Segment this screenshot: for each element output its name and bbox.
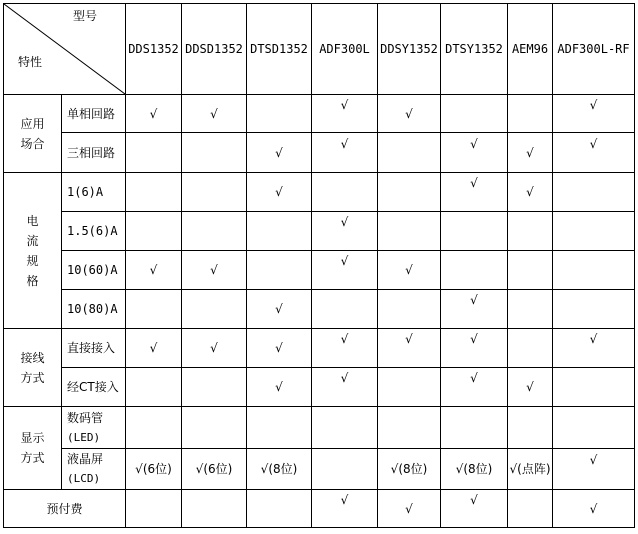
group-label-application: 应用 场合 <box>4 95 62 173</box>
row-single-phase <box>4 95 635 133</box>
row-label-direct: 直接接入 <box>62 329 126 368</box>
cell: √(8位) <box>378 449 441 490</box>
cell <box>553 212 635 251</box>
cell <box>247 251 312 290</box>
cell <box>378 290 441 329</box>
cell: √ <box>312 95 378 133</box>
row-label-ct: 经CT接入 <box>62 368 126 407</box>
cell <box>312 290 378 329</box>
cell <box>312 407 378 449</box>
cell <box>126 407 182 449</box>
row-led <box>4 407 635 449</box>
cell: √(8位) <box>441 449 508 490</box>
cell: √ <box>247 290 312 329</box>
cell: √ <box>441 329 508 368</box>
diagonal-line <box>4 4 125 94</box>
cell: √(点阵) <box>508 449 553 490</box>
cell <box>378 407 441 449</box>
model-header-dds1352: DDS1352 <box>126 4 182 95</box>
model-header-label: 型号 <box>72 9 97 23</box>
cell <box>553 407 635 449</box>
cell <box>553 173 635 212</box>
cell: √ <box>312 251 378 290</box>
cell: √ <box>312 329 378 368</box>
cell: √(6位) <box>126 449 182 490</box>
row-ct <box>4 368 635 407</box>
cell <box>126 290 182 329</box>
cell: √ <box>553 449 635 490</box>
cell <box>312 173 378 212</box>
model-header-aem96: AEM96 <box>508 4 553 95</box>
row-label-three-phase: 三相回路 <box>62 133 126 173</box>
cell: √ <box>312 368 378 407</box>
model-header-adf300l-rf: ADF300L-RF <box>553 4 635 95</box>
cell <box>247 407 312 449</box>
cell <box>508 95 553 133</box>
cell: √ <box>441 173 508 212</box>
cell <box>247 490 312 528</box>
cell: √ <box>247 173 312 212</box>
corner-header-cell <box>4 4 126 95</box>
cell <box>182 407 247 449</box>
row-direct <box>4 329 635 368</box>
group-label-wiring: 接线 方式 <box>4 329 62 407</box>
model-header-ddsd1352: DDSD1352 <box>182 4 247 95</box>
cell: √ <box>378 329 441 368</box>
row-label-led: 数码管 (LED) <box>62 407 126 449</box>
cell: √(8位) <box>247 449 312 490</box>
cell: √ <box>441 133 508 173</box>
cell <box>126 133 182 173</box>
cell <box>441 212 508 251</box>
cell: √ <box>553 329 635 368</box>
model-header-adf300l: ADF300L <box>312 4 378 95</box>
cell <box>508 490 553 528</box>
model-header-ddsy1352: DDSY1352 <box>378 4 441 95</box>
cell <box>182 490 247 528</box>
cell <box>553 251 635 290</box>
cell: √ <box>508 133 553 173</box>
header-row <box>4 4 635 95</box>
cell <box>508 212 553 251</box>
cell <box>182 133 247 173</box>
cell: √ <box>182 329 247 368</box>
cell: √(6位) <box>182 449 247 490</box>
cell <box>553 368 635 407</box>
cell <box>126 173 182 212</box>
cell: √ <box>441 290 508 329</box>
cell <box>182 290 247 329</box>
cell <box>182 173 247 212</box>
cell: √ <box>378 490 441 528</box>
group-label-display: 显示 方式 <box>4 407 62 490</box>
cell <box>247 95 312 133</box>
cell: √ <box>441 490 508 528</box>
feature-header-label: 特性 <box>18 55 43 69</box>
cell: √ <box>126 329 182 368</box>
row-current-10-60a <box>4 251 635 290</box>
cell: √ <box>312 490 378 528</box>
cell <box>126 368 182 407</box>
cell: √ <box>508 368 553 407</box>
group-label-current-spec: 电 流 规 格 <box>4 173 62 329</box>
row-label-10-60a: 10(60)A <box>62 251 126 290</box>
cell: √ <box>378 95 441 133</box>
cell: √ <box>553 133 635 173</box>
cell: √ <box>553 490 635 528</box>
row-label-1-6a: 1(6)A <box>62 173 126 212</box>
row-label-prepaid: 预付费 <box>4 490 126 528</box>
cell <box>378 133 441 173</box>
cell <box>441 251 508 290</box>
cell: √ <box>126 251 182 290</box>
row-three-phase <box>4 133 635 173</box>
cell <box>508 407 553 449</box>
cell: √ <box>247 133 312 173</box>
cell <box>182 212 247 251</box>
cell <box>378 173 441 212</box>
cell: √ <box>312 212 378 251</box>
cell <box>247 212 312 251</box>
cell <box>182 368 247 407</box>
row-label-10-80a: 10(80)A <box>62 290 126 329</box>
row-label-lcd: 液晶屏 (LCD) <box>62 449 126 490</box>
cell <box>441 95 508 133</box>
row-current-10-80a <box>4 290 635 329</box>
cell: √ <box>312 133 378 173</box>
cell <box>312 449 378 490</box>
cell <box>126 212 182 251</box>
row-label-single-phase: 单相回路 <box>62 95 126 133</box>
model-header-dtsy1352: DTSY1352 <box>441 4 508 95</box>
cell <box>378 212 441 251</box>
cell: √ <box>126 95 182 133</box>
cell: √ <box>378 251 441 290</box>
row-label-1-5-6a: 1.5(6)A <box>62 212 126 251</box>
model-header-dtsd1352: DTSD1352 <box>247 4 312 95</box>
cell <box>508 251 553 290</box>
cell <box>508 290 553 329</box>
cell: √ <box>247 329 312 368</box>
cell: √ <box>182 95 247 133</box>
cell: √ <box>508 173 553 212</box>
row-current-1-5-6a <box>4 212 635 251</box>
cell: √ <box>441 368 508 407</box>
cell: √ <box>247 368 312 407</box>
row-lcd <box>4 449 635 490</box>
cell <box>126 490 182 528</box>
cell: √ <box>553 95 635 133</box>
cell <box>378 368 441 407</box>
cell <box>508 329 553 368</box>
cell <box>441 407 508 449</box>
cell: √ <box>182 251 247 290</box>
spec-table <box>3 3 635 528</box>
row-prepaid <box>4 490 635 528</box>
row-current-1-6a <box>4 173 635 212</box>
cell <box>553 290 635 329</box>
